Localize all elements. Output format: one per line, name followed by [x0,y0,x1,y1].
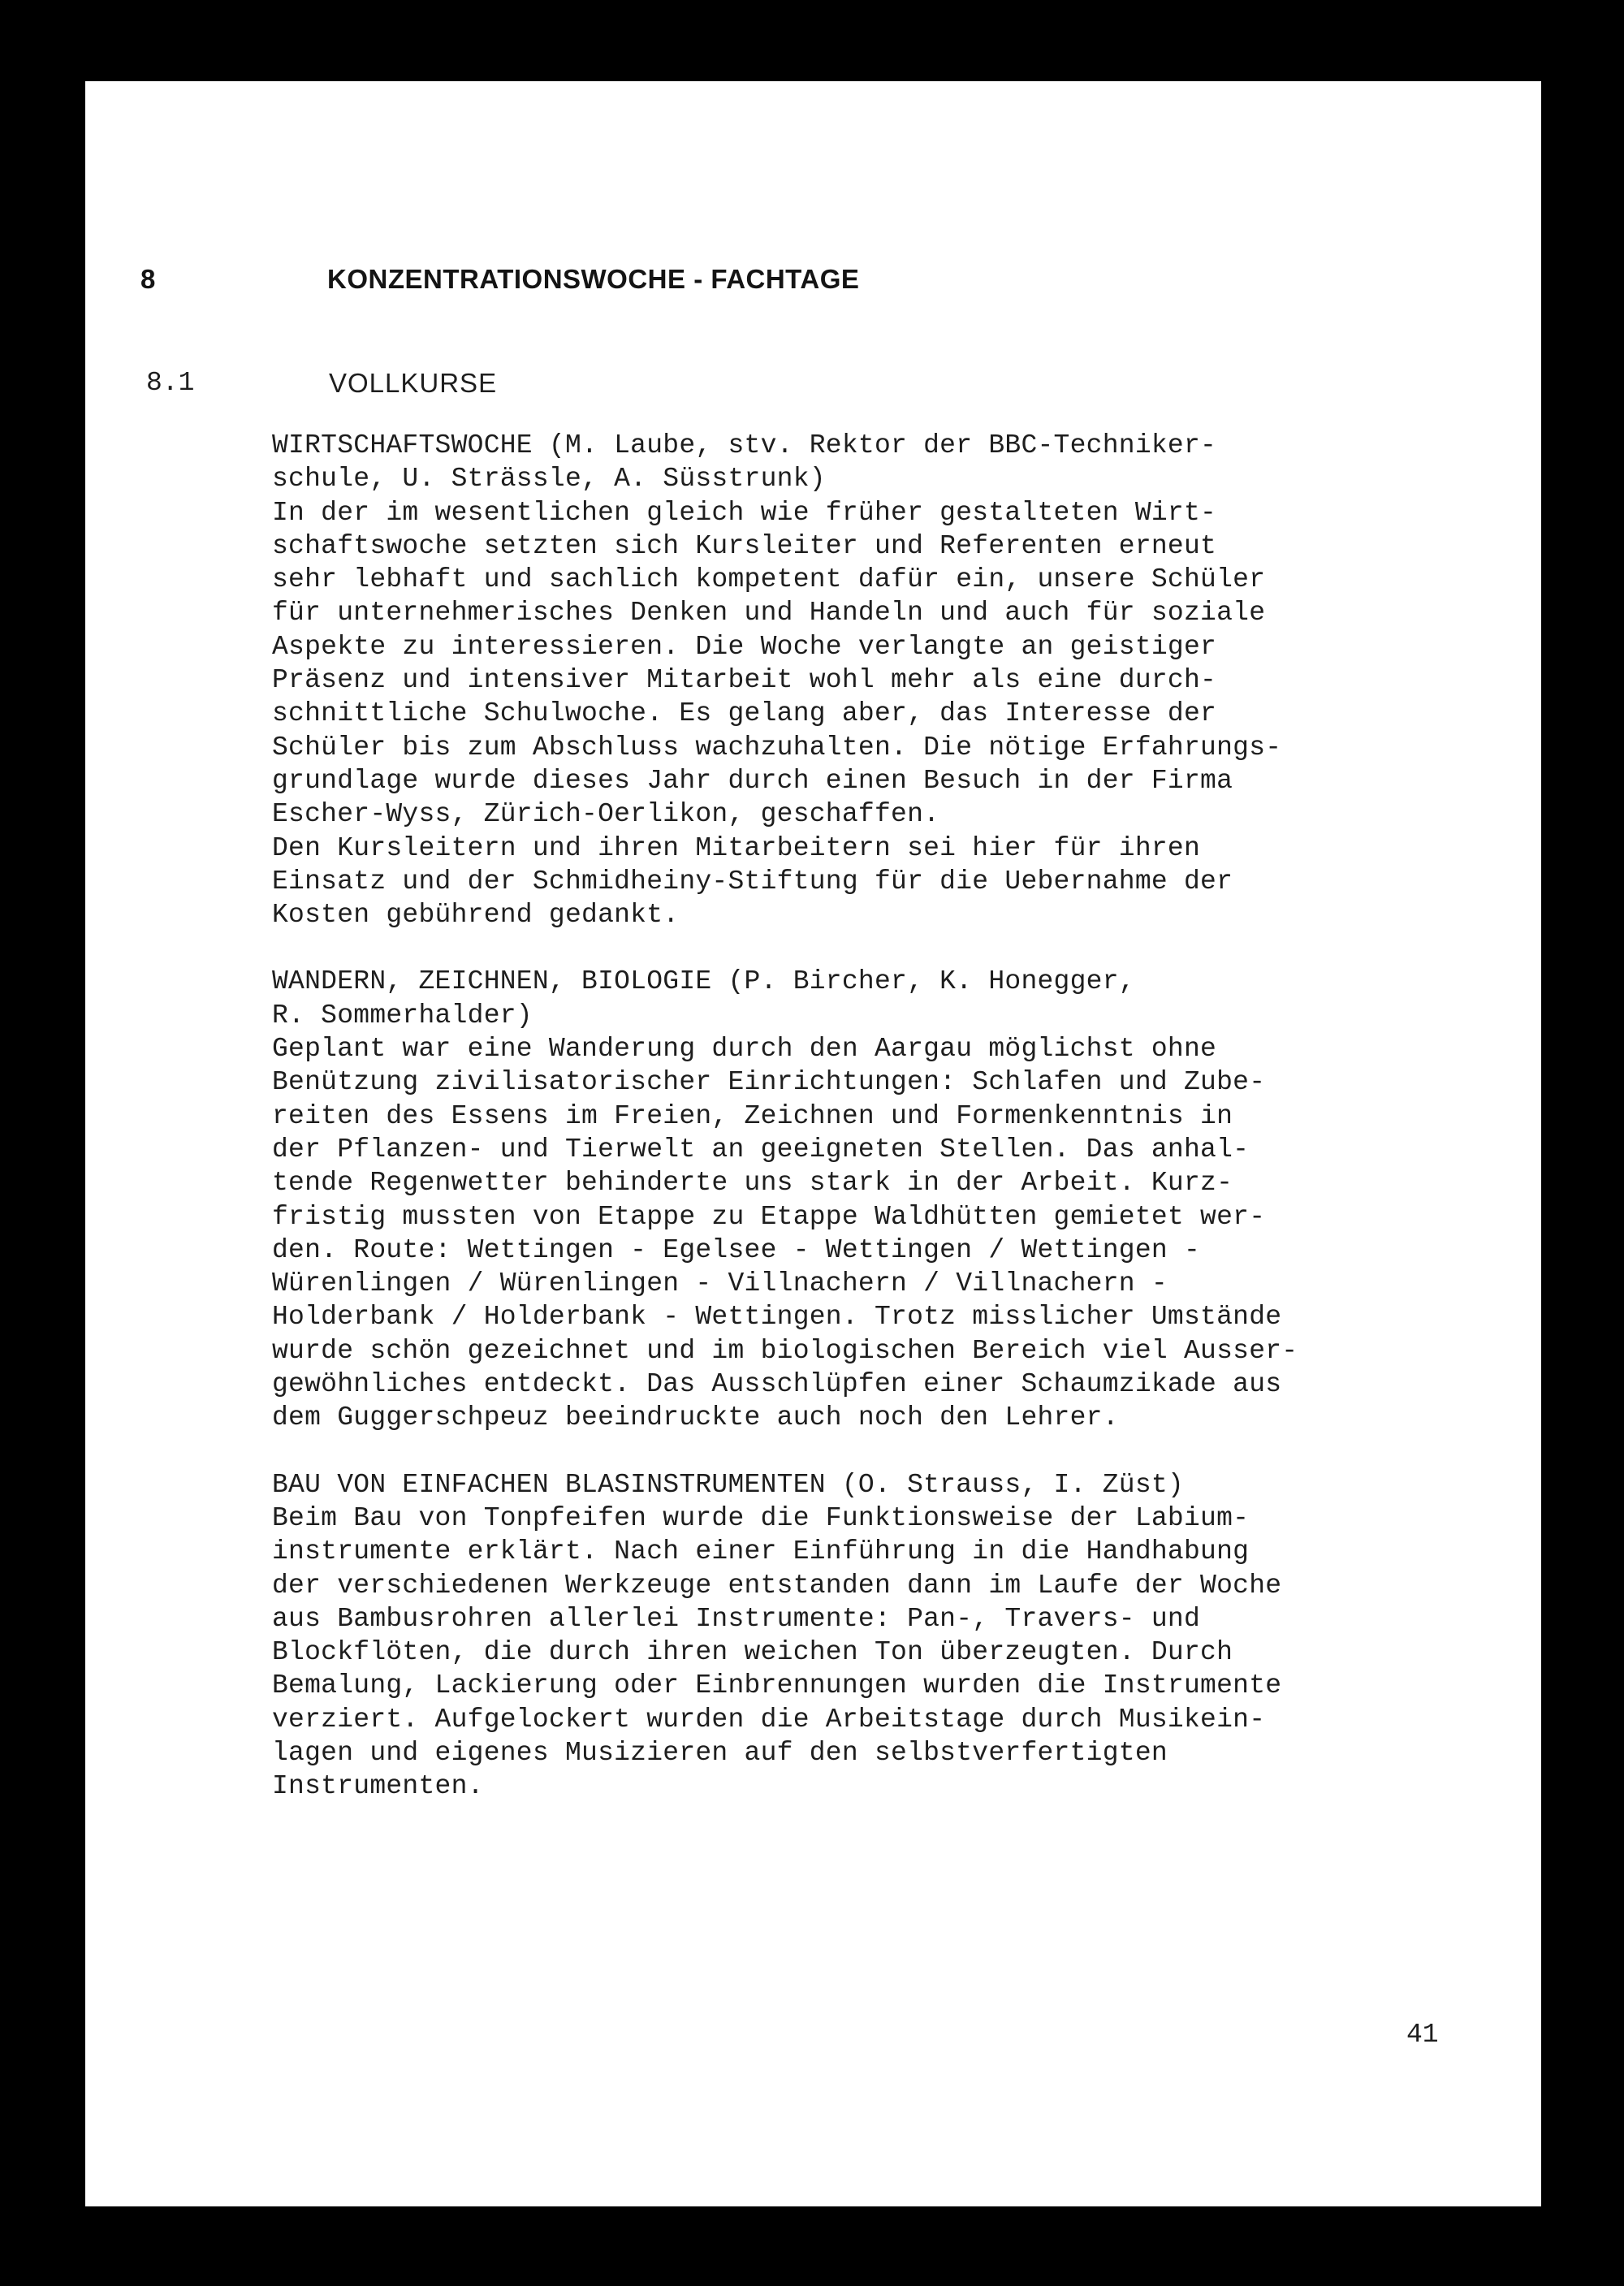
text-line: der verschiedenen Werkzeuge entstanden dann im Laufe der Woche [272,1570,1282,1601]
text-line: aus Bambusrohren allerlei Instrumente: Pan-, Travers- und [272,1603,1201,1634]
page-number: 41 [1406,2020,1439,2050]
text-line: Den Kursleitern und ihren Mitarbeitern sei hier für ihren [272,832,1201,863]
text-line: gewöhnliches entdeckt. Das Ausschlüpfen einer Schaumzikade aus [272,1369,1282,1400]
text-line: Benützung zivilisatorischer Einrichtungen: Schlafen und Zube- [272,1067,1266,1098]
text-line: tende Regenwetter behinderte uns stark in der Arbeit. Kurz- [272,1168,1233,1199]
text-line: fristig mussten von Etappe zu Etappe Waldhütten gemietet wer- [272,1201,1266,1232]
section-title: VOLLKURSE [329,368,498,398]
text-line: instrumente erklärt. Nach einer Einführung in die Handhabung [272,1536,1250,1567]
text-line: Präsenz und intensiver Mitarbeit wohl mehr als eine durch- [272,665,1217,696]
text-line: schule, U. Strässle, A. Süsstrunk) [272,464,826,495]
text-line: dem Guggerschpeuz beeindruckte auch noch den Lehrer. [272,1402,1119,1433]
body-text [272,429,1522,1837]
text-line: WANDERN, ZEICHNEN, BIOLOGIE (P. Bircher, K. Honegger, [272,966,1135,997]
text-line: schaftswoche setzten sich Kursleiter und Referenten erneut [272,530,1217,561]
text-line: WIRTSCHAFTSWOCHE (M. Laube, stv. Rektor der BBC-Techniker- [272,430,1217,460]
text-line: Blockflöten, die durch ihren weichen Ton überzeugten. Durch [272,1637,1233,1668]
text-line: sehr lebhaft und sachlich kompetent dafür ein, unsere Schüler [272,564,1266,595]
text-line: Escher-Wyss, Zürich-Oerlikon, geschaffen. [272,799,940,830]
text-line: den. Route: Wettingen - Egelsee - Wettingen / Wettingen - [272,1234,1201,1265]
paragraph-wirtschaftswoche [272,429,1522,931]
text-line: Instrumenten. [272,1771,484,1802]
text-line: BAU VON EINFACHEN BLASINSTRUMENTEN (O. Strauss, I. Züst) [272,1469,1184,1500]
text-line: Bemalung, Lackierung oder Einbrennungen wurden die Instrumente [272,1670,1282,1701]
text-line: Kosten gebührend gedankt. [272,900,680,931]
text-line: Aspekte zu interessieren. Die Woche verlangte an geistiger [272,631,1217,662]
document-page [85,81,1541,2206]
text-line: wurde schön gezeichnet und im biologischen Bereich viel Ausser- [272,1335,1298,1366]
text-line: Einsatz und der Schmidheiny-Stiftung für die Uebernahme der [272,866,1233,897]
text-line: Geplant war eine Wanderung durch den Aargau möglichst ohne [272,1034,1217,1065]
text-line: für unternehmerisches Denken und Handeln und auch für soziale [272,598,1266,629]
paragraph-wandern-zeichnen-biologie [272,965,1522,1434]
section-number: 8.1 [146,368,195,398]
text-line: R. Sommerhalder) [272,1000,533,1031]
chapter-title: KONZENTRATIONSWOCHE - FACHTAGE [327,264,860,294]
paragraph-blasinstrumente [272,1468,1522,1804]
text-line: schnittliche Schulwoche. Es gelang aber, das Interesse der [272,698,1217,729]
text-line: Holderbank / Holderbank - Wettingen. Trotz misslicher Umstände [272,1302,1282,1333]
text-line: Schüler bis zum Abschluss wachzuhalten. Die nötige Erfahrungs- [272,732,1282,763]
text-line: In der im wesentlichen gleich wie früher gestalteten Wirt- [272,497,1217,528]
text-line: Beim Bau von Tonpfeifen wurde die Funktionsweise der Labium- [272,1502,1250,1533]
text-line: der Pflanzen- und Tierwelt an geeigneten Stellen. Das anhal- [272,1134,1250,1165]
text-line: verziert. Aufgelockert wurden die Arbeitstage durch Musikein- [272,1704,1266,1735]
text-line: grundlage wurde dieses Jahr durch einen Besuch in der Firma [272,765,1233,796]
chapter-number: 8 [140,264,156,294]
text-line: lagen und eigenes Musizieren auf den selbstverfertigten [272,1737,1168,1768]
text-line: Würenlingen / Würenlingen - Villnachern / Villnachern - [272,1268,1168,1299]
text-line: reiten des Essens im Freien, Zeichnen und Formenkenntnis in [272,1100,1233,1131]
